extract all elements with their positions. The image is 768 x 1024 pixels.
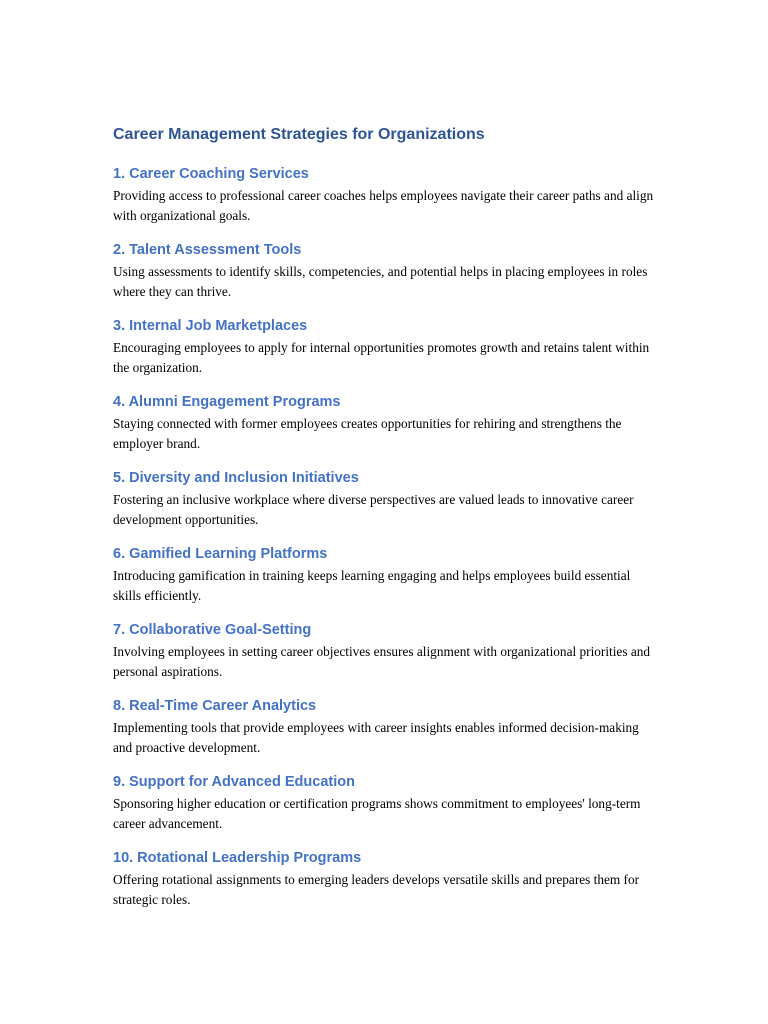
section-body: Implementing tools that provide employees with career insights enables informed decision-making and proactive development. [113,720,639,755]
section-heading: 2. Talent Assessment Tools [113,242,302,258]
section-diversity-inclusion [113,468,658,529]
section-advanced-education [113,772,658,833]
section-career-coaching [113,164,658,225]
section-body: Involving employees in setting career objectives ensures alignment with organizational priorities and personal aspirations. [113,644,651,679]
section-body: Encouraging employees to apply for internal opportunities promotes growth and retains talent within the organization. [113,340,650,375]
section-rotational-leadership [113,848,658,909]
section-heading: 5. Diversity and Inclusion Initiatives [113,470,359,486]
section-heading: 8. Real-Time Career Analytics [113,698,317,714]
section-heading: 3. Internal Job Marketplaces [113,318,308,334]
document-page [113,124,658,924]
section-heading: 7. Collaborative Goal-Setting [113,622,312,638]
section-body: Offering rotational assignments to emerging leaders develops versatile skills and prepares them for strategic roles. [113,872,640,907]
section-heading: 6. Gamified Learning Platforms [113,546,328,562]
section-gamified-learning [113,544,658,605]
section-internal-job-marketplaces [113,316,658,377]
section-body: Staying connected with former employees creates opportunities for rehiring and strengthens the employer brand. [113,416,622,451]
section-heading: 10. Rotational Leadership Programs [113,850,362,866]
document-title: Career Management Strategies for Organizations [113,126,485,143]
section-real-time-analytics [113,696,658,757]
section-collaborative-goal-setting [113,620,658,681]
section-body: Sponsoring higher education or certification programs shows commitment to employees' long-term career advancement. [113,796,641,831]
section-alumni-engagement [113,392,658,453]
section-body: Introducing gamification in training keeps learning engaging and helps employees build essential skills efficiently. [113,568,631,603]
section-body: Using assessments to identify skills, competencies, and potential helps in placing employees in roles where they can thrive. [113,264,648,299]
section-heading: 4. Alumni Engagement Programs [113,394,341,410]
section-body: Fostering an inclusive workplace where diverse perspectives are valued leads to innovative career development opportunities. [113,492,634,527]
section-heading: 9. Support for Advanced Education [113,774,355,790]
section-body: Providing access to professional career coaches helps employees navigate their career paths and align with organizational goals. [113,188,654,223]
section-talent-assessment [113,240,658,301]
section-heading: 1. Career Coaching Services [113,166,309,182]
